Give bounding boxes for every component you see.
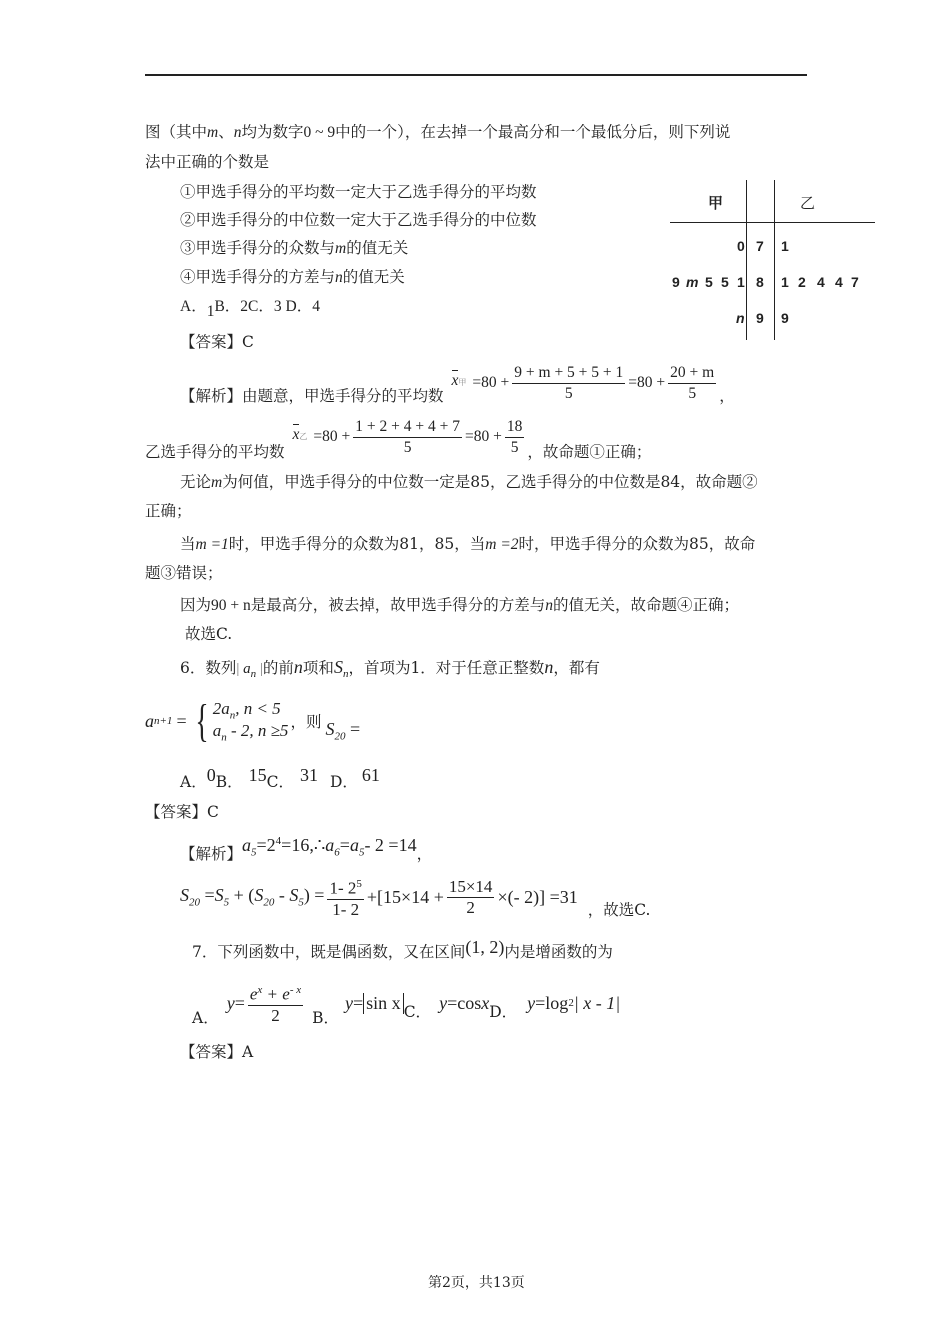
leaf-jia-0-0: 0 — [737, 238, 745, 254]
digit-range: 0 ~ 9 — [303, 124, 336, 141]
leaf-jia-2-0: n — [736, 310, 745, 326]
q5-analysis-line1: 【解析】由题意，甲选手得分的平均数 x甲 =80 + $\frac{9 + m + 5 + 5 + 1}{5}$ =80 + $\frac{20 + m}{5}$ ， — [180, 363, 735, 405]
q6-stem: 6．数列| $a_n$ |的前n项和$S_n$，首项为1．对于任意正整数n，都有 — [180, 657, 600, 681]
q5-analysis-line4: 当m =1时，甲选手得分的众数为81，85，当m =2时，甲选手得分的众数为85，故命 — [180, 535, 756, 553]
fraction-jia-simplified: $\frac{20 + m}{5}$ — [670, 363, 715, 402]
q5-intro-line1: 图（其中m、n均为数字0 ~ 9中的一个），在去掉一个最高分和一个最低分后，则下列说 — [145, 123, 731, 141]
leaf-jia-1-3: 5 — [721, 274, 729, 290]
leaf-jia-1-1: m — [686, 274, 699, 290]
stem-0: 7 — [756, 238, 764, 254]
stem-leaf-table — [670, 180, 875, 340]
q6-answer: 【答案】C — [145, 803, 219, 821]
q5-analysis-line3: 无论m为何值，甲选手得分的中位数一定是85，乙选手得分的中位数是84，故命题② — [180, 473, 758, 491]
leaf-yi-0-0: 1 — [781, 238, 789, 254]
table-header-rule — [670, 222, 875, 223]
fraction-arith: $\frac{15\times 14}{2}$ — [448, 876, 493, 917]
table-vline-left — [746, 180, 747, 340]
fraction-jia-sum: $\frac{9 + m + 5 + 5 + 1}{5}$ — [514, 363, 624, 402]
stem-2: 9 — [756, 310, 764, 326]
q6-options: A．0B． 15C． 31 D． 61 — [180, 765, 380, 791]
fraction-yi-sum: $\frac{1 + 2 + 4 + 4 + 7}{5}$ — [355, 417, 460, 456]
var-n: n — [233, 124, 242, 141]
header-yi: 乙 — [800, 195, 816, 212]
leaf-yi-2-0: 9 — [781, 310, 789, 326]
header-rule — [145, 74, 807, 76]
q5-analysis-line3b: 正确； — [145, 502, 192, 520]
fraction-exp: $\frac{e^x + e^{- x}}{2}$ — [248, 981, 303, 1025]
q7-answer: 【答案】A — [180, 1043, 254, 1061]
leaf-jia-1-0: 9 — [672, 274, 680, 290]
statement-2: ②甲选手得分的中位数一定大于乙选手得分的中位数 — [180, 211, 537, 229]
q6-recurrence: a n+1 = { $2a_n$, n < 5 $a_n - 2$, n ≥5 ，则 $S_{20}$ = — [145, 695, 361, 746]
q5-analysis-line4b: 题③错误； — [145, 564, 223, 582]
q6-analysis-line1: 【解析】$a_5=2^4=16,\therefore a_6=a_5-$ 2 =14， — [180, 835, 433, 863]
page-footer: 第2页，共13页 — [428, 1275, 525, 1291]
fraction-geometric: $\frac{1- 2^5}{1- 2}$ — [327, 875, 363, 919]
leaf-yi-1-2: 4 — [817, 274, 825, 290]
leaf-jia-1-2: 5 — [705, 274, 713, 290]
q5-analysis-line2: 乙选手得分的平均数 x乙 =80 + $\frac{1 + 2 + 4 + 4 + 7}{5}$ =80 + $\frac{18}{5}$ ，故命题①正确； — [145, 417, 652, 461]
q5-answer: 【答案】C — [180, 333, 254, 351]
table-vline-right — [774, 180, 775, 340]
q7-stem: 7．下列函数中，既是偶函数，又在区间(1, 2)内是增函数的为 — [192, 937, 613, 961]
q5-analysis-line5: 因为90 + n是最高分，被去掉，故甲选手得分的方差与n的值无关，故命题④正确； — [180, 596, 740, 614]
stem-1: 8 — [756, 274, 764, 290]
leaf-yi-1-3: 4 — [835, 274, 843, 290]
var-m: m — [207, 124, 219, 141]
fraction-yi-simplified: $\frac{18}{5}$ — [506, 417, 523, 456]
leaf-jia-1-4: 1 — [737, 274, 745, 290]
statement-3: ③甲选手得分的众数与m的值无关 — [180, 239, 409, 257]
q5-options: A．1B．2C．3 D．4 — [180, 298, 320, 320]
leaf-yi-1-4: 7 — [851, 274, 859, 290]
statement-4: ④甲选手得分的方差与n的值无关 — [180, 268, 405, 286]
q7-options: A． y = $\frac{e^x + e^{- x}}{2}$ B． y = sin x C． y =cos x D． y =log 2 | x - 1| — [192, 976, 620, 1030]
leaf-yi-1-0: 1 — [781, 274, 789, 290]
statement-1: ①甲选手得分的平均数一定大于乙选手得分的平均数 — [180, 183, 537, 201]
q6-analysis-line2: $S_{20} =S_5 + (S_{20} - S_5)$ = $\frac{1- 2^5}{1- 2}$ +[15×14 + $\frac{15\times 14}{2}$ ×(- 2)] =31 ，故选C. — [180, 876, 651, 919]
q5-conclusion: 故选C. — [185, 625, 233, 643]
leaf-yi-1-1: 2 — [798, 274, 806, 290]
q5-intro-line2: 法中正确的个数是 — [145, 153, 270, 171]
brace: { — [195, 695, 209, 746]
header-jia: 甲 — [708, 195, 724, 212]
